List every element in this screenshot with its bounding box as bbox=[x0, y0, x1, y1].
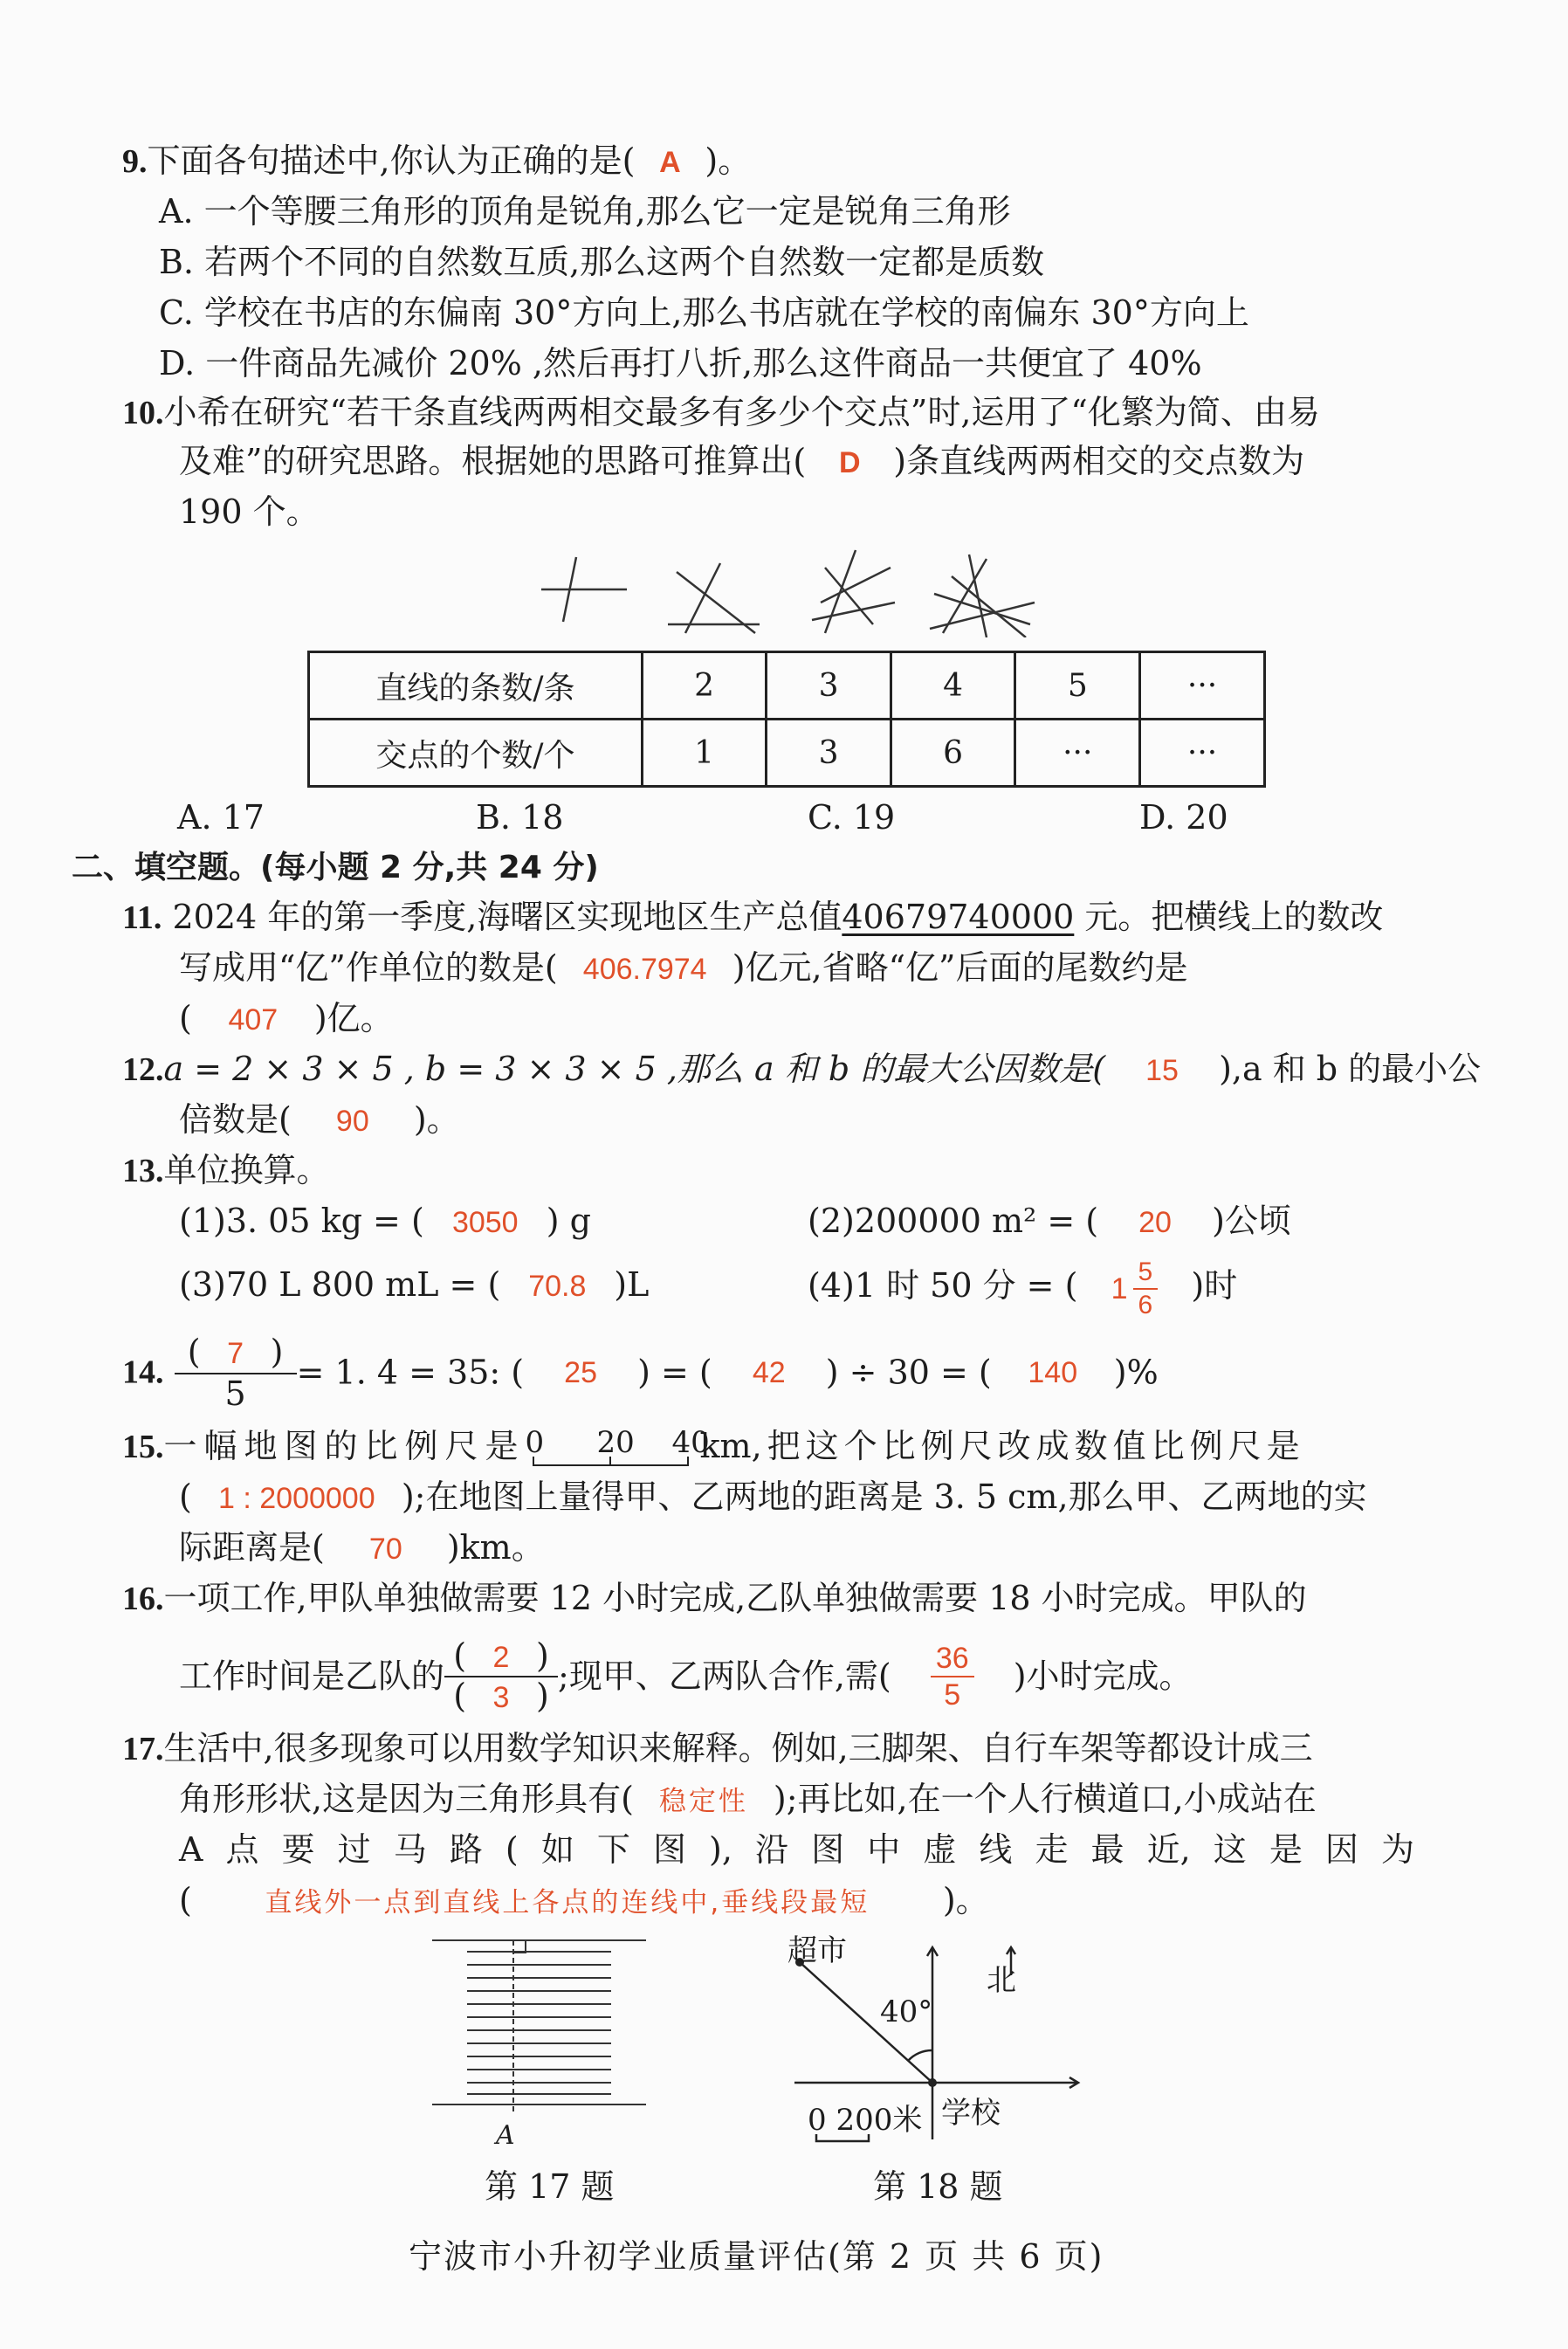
q12-l1-pre: a = 2 × 3 × 5 , b = 3 × 3 × 5 ,那么 a 和 b 的最大公因数是( bbox=[163, 1050, 1106, 1088]
scale-bar-line bbox=[533, 1457, 690, 1467]
angle-arc bbox=[908, 2050, 932, 2061]
scale-label-40: 40 bbox=[671, 1425, 710, 1460]
q16-frac-den: 3 bbox=[492, 1680, 510, 1714]
q11-l2-post: )亿元,省略“亿”后面的尾数约是 bbox=[732, 948, 1188, 987]
school-dot bbox=[928, 2078, 937, 2087]
table-cell: 5 bbox=[1015, 652, 1140, 720]
q9-option-a: A. 一个等腰三角形的顶角是锐角,那么它一定是锐角三角形 bbox=[159, 192, 1011, 231]
q15-l1-post: ,把这个比例尺改成数值比例尺是 bbox=[751, 1427, 1305, 1465]
table-cell: 1 bbox=[642, 720, 767, 787]
q16-line2 bbox=[179, 1631, 1193, 1719]
q9-answer: A bbox=[659, 146, 681, 179]
q16-answer-den: 5 bbox=[944, 1677, 961, 1712]
q13-number: 13. bbox=[122, 1153, 164, 1189]
q12-line1 bbox=[122, 1048, 1481, 1092]
q13-p4-numerator: 5 bbox=[1133, 1257, 1159, 1290]
q13-p4-post: )时 bbox=[1191, 1266, 1238, 1305]
q15-l3-pre: 际距离是( bbox=[179, 1528, 325, 1567]
q13-p4-fraction bbox=[1133, 1257, 1159, 1321]
q14-answer2: 25 bbox=[564, 1355, 597, 1389]
q10-table bbox=[307, 651, 1266, 788]
q16-fraction bbox=[444, 1637, 558, 1716]
q11-number: 11. bbox=[122, 899, 162, 936]
q13-title bbox=[122, 1149, 330, 1192]
q9-stem-post: )。 bbox=[705, 141, 752, 180]
q13-p1-pre: (1)3. 05 kg = ( bbox=[179, 1202, 424, 1240]
q12-l2-pre: 倍数是( bbox=[179, 1100, 292, 1139]
q10-option-b: B. 18 bbox=[476, 798, 564, 837]
q13-p2-post: )公顷 bbox=[1212, 1202, 1291, 1240]
q12-l1-post: ),a 和 b 的最小公 bbox=[1219, 1050, 1482, 1088]
q17-l4-post: )。 bbox=[942, 1881, 989, 1919]
q10-option-d: D. 20 bbox=[1139, 798, 1228, 837]
q15-l2-pre: ( bbox=[179, 1478, 192, 1516]
q17-l1-text: 生活中,很多现象可以用数学知识来解释。例如,三脚架、自行车架等都设计成三 bbox=[163, 1729, 1313, 1767]
q9-option-c: C. 学校在书店的东偏南 30°方向上,那么书店就在学校的南偏东 30°方向上 bbox=[159, 293, 1249, 332]
q16-l2-mid: ;现甲、乙两队合作,需( bbox=[558, 1657, 891, 1696]
q16-line1 bbox=[122, 1577, 1307, 1620]
q17-l2-pre: 角形形状,这是因为三角形具有( bbox=[179, 1780, 634, 1818]
q11-answer2: 407 bbox=[228, 1003, 279, 1037]
q15-number: 15. bbox=[122, 1429, 164, 1465]
q13-p4-denominator: 6 bbox=[1138, 1291, 1153, 1320]
q16-number: 16. bbox=[122, 1581, 164, 1617]
q10-table-row-lines bbox=[309, 652, 1265, 720]
fig18-caption: 第 18 题 bbox=[873, 2167, 1003, 2206]
fig18-school-label: 学校 bbox=[941, 2096, 1001, 2131]
fig18-supermarket-label: 超市 bbox=[787, 1933, 847, 1968]
q16-answer bbox=[891, 1641, 1014, 1712]
fig-5lines-a bbox=[943, 559, 987, 633]
table-cell: 4 bbox=[891, 652, 1015, 720]
q16-l1-text: 一项工作,甲队单独做需要 12 小时完成,乙队单独做需要 18 小时完成。甲队的 bbox=[163, 1579, 1307, 1617]
q15-line3 bbox=[179, 1526, 545, 1570]
q10-line2 bbox=[179, 440, 1304, 484]
q14-frac-den: 5 bbox=[224, 1374, 246, 1413]
q14-mid3: ) ÷ 30 = ( bbox=[825, 1353, 992, 1392]
q11-line3 bbox=[179, 997, 394, 1041]
fig18-scale-label: 0 200米 bbox=[808, 2103, 923, 2138]
q17-number: 17. bbox=[122, 1731, 164, 1767]
q15-scale-unit: km bbox=[699, 1427, 752, 1465]
q16-frac-top: ( 2 ) bbox=[444, 1637, 558, 1677]
fig-4lines-c bbox=[825, 550, 856, 633]
table-cell: 直线的条数/条 bbox=[309, 652, 643, 720]
q13-p1-post: ) g bbox=[546, 1202, 592, 1240]
q11-answer1: 406.7974 bbox=[582, 953, 707, 986]
q17-line1 bbox=[122, 1727, 1313, 1770]
q12-answer2: 90 bbox=[335, 1105, 369, 1138]
q13-part3 bbox=[179, 1264, 649, 1307]
q15-l3-post: )km。 bbox=[446, 1528, 545, 1567]
q9-stem-pre: 下面各句描述中,你认为正确的是( bbox=[147, 141, 636, 180]
q13-part1 bbox=[179, 1200, 591, 1243]
q13-part2 bbox=[808, 1200, 1291, 1243]
table-cell: 6 bbox=[891, 720, 1015, 787]
q17-l2-post: );再比如,在一个人行横道口,小成站在 bbox=[773, 1780, 1317, 1818]
q12-answer1: 15 bbox=[1145, 1054, 1179, 1087]
q13-part4 bbox=[808, 1250, 1237, 1324]
q15-answer2: 70 bbox=[368, 1533, 402, 1566]
q11-line2 bbox=[179, 947, 1187, 990]
q13-p4-whole: 1 bbox=[1111, 1272, 1128, 1306]
q17-line4 bbox=[179, 1879, 989, 1924]
q9-option-b: B. 若两个不同的自然数互质,那么这两个自然数一定都是质数 bbox=[159, 243, 1045, 281]
q15-l1-pre: 一幅地图的比例尺是 bbox=[163, 1427, 526, 1465]
q10-option-a: A. 17 bbox=[177, 798, 265, 837]
q12-l2-post: )。 bbox=[413, 1100, 460, 1139]
q15-answer1: 1 : 2000000 bbox=[218, 1482, 375, 1515]
q16-frac-bottom: ( 3 ) bbox=[453, 1676, 549, 1715]
table-cell: 2 bbox=[642, 652, 767, 720]
q17-line2 bbox=[179, 1778, 1317, 1822]
q13-p4-pre: (4)1 时 50 分 = ( bbox=[808, 1266, 1078, 1305]
q10-lines-figure bbox=[524, 541, 1065, 637]
q9-option-d: D. 一件商品先减价 20% ,然后再打八折,那么这件商品一共便宜了 40% bbox=[159, 344, 1202, 382]
q11-l3-post: )亿。 bbox=[313, 999, 394, 1037]
q12-line2 bbox=[179, 1099, 460, 1142]
q13-p2-answer: 20 bbox=[1138, 1206, 1172, 1239]
q14-answer3: 42 bbox=[752, 1355, 786, 1389]
q11-line1 bbox=[122, 896, 1383, 939]
table-cell: 3 bbox=[767, 652, 891, 720]
q13-p2-pre: (2)200000 m² = ( bbox=[808, 1202, 1099, 1240]
q9-stem bbox=[122, 140, 751, 183]
q11-l1-post: 元。把横线上的数改 bbox=[1084, 898, 1384, 936]
fig-3lines-c bbox=[685, 563, 720, 633]
q14-end: )% bbox=[1113, 1353, 1159, 1392]
fig18-angle-label: 40° bbox=[880, 1994, 933, 2029]
q11-underlined-number: 40679740000 bbox=[842, 898, 1075, 936]
fig-4lines-d bbox=[812, 603, 895, 620]
fig18-north-label: 北 bbox=[987, 1963, 1016, 1998]
q17-answer1: 稳定性 bbox=[658, 1786, 748, 1817]
q14-line bbox=[122, 1327, 1159, 1415]
page-footer: 宁波市小升初学业质量评估(第 2 页 共 6 页) bbox=[409, 2237, 1104, 2276]
q13-p4-answer bbox=[1077, 1252, 1191, 1324]
q11-l2-pre: 写成用“亿”作单位的数是( bbox=[179, 948, 558, 987]
q10-option-c: C. 19 bbox=[808, 798, 896, 837]
q10-table-row-points bbox=[309, 720, 1265, 787]
q13-p3-post: )L bbox=[614, 1265, 650, 1304]
q14-mid1: = 1. 4 = 35: ( bbox=[296, 1353, 525, 1392]
q10-answer: D bbox=[838, 446, 861, 479]
q14-number: 14. bbox=[122, 1354, 164, 1391]
q14-mid2: ) = ( bbox=[637, 1353, 712, 1392]
q17-l4-pre: ( bbox=[179, 1881, 192, 1919]
q9-number: 9. bbox=[122, 143, 148, 180]
q10-line2-pre: 及难”的研究思路。根据她的思路可推算出( bbox=[179, 442, 807, 480]
q13-p3-answer: 70.8 bbox=[528, 1270, 587, 1303]
fig-5lines-e bbox=[930, 603, 1035, 629]
q10-line3: 190 个。 bbox=[179, 493, 320, 531]
q16-frac-num: 2 bbox=[492, 1640, 510, 1674]
q14-answer4: 140 bbox=[1028, 1355, 1078, 1389]
scale-label-0: 0 bbox=[525, 1425, 545, 1460]
q13-p3-pre: (3)70 L 800 mL = ( bbox=[179, 1265, 501, 1304]
q13-p1-answer: 3050 bbox=[451, 1206, 519, 1239]
q17-answer2: 直线外一点到直线上各点的连线中,垂线段最短 bbox=[265, 1887, 870, 1918]
q10-number: 10. bbox=[122, 395, 164, 431]
section2-title: 二、填空题。(每小题 2 分,共 24 分) bbox=[72, 850, 599, 885]
q12-number: 12. bbox=[122, 1051, 164, 1088]
fig17-crosswalk bbox=[428, 1930, 655, 2139]
fig-5lines-d bbox=[969, 555, 987, 637]
q13-title-text: 单位换算。 bbox=[163, 1151, 330, 1189]
q11-l3-pre: ( bbox=[179, 999, 192, 1037]
q14-answer1: 7 bbox=[227, 1336, 244, 1370]
fig-4lines-a bbox=[821, 568, 891, 603]
q15-l2-post: );在地图上量得甲、乙两地的距离是 3. 5 cm,那么甲、乙两地的实 bbox=[401, 1478, 1367, 1516]
right-angle-mark bbox=[513, 1940, 526, 1953]
q16-answer-num: 36 bbox=[931, 1641, 974, 1677]
fig17-point-a: A bbox=[496, 2120, 515, 2151]
q15-line1 bbox=[122, 1425, 1305, 1468]
table-cell: ··· bbox=[1140, 720, 1265, 787]
q17-line3: A 点 要 过 马 路 ( 如 下 图 ), 沿 图 中 虚 线 走 最 近, 这 是 因 为 bbox=[179, 1830, 1414, 1869]
q10-line1-text: 小希在研究“若干条直线两两相交最多有多少个交点”时,运用了“化繁为简、由易 bbox=[163, 393, 1320, 431]
q14-frac-top: ( 7 ) bbox=[175, 1333, 297, 1374]
q16-l2-pre: 工作时间是乙队的 bbox=[179, 1657, 445, 1696]
q10-line2-post: )条直线两两相交的交点数为 bbox=[893, 442, 1305, 480]
q10-line1 bbox=[122, 391, 1320, 434]
table-cell: ··· bbox=[1140, 652, 1265, 720]
q15-line2 bbox=[179, 1476, 1367, 1519]
table-cell: ··· bbox=[1015, 720, 1140, 787]
q16-l2-post: )小时完成。 bbox=[1013, 1657, 1193, 1696]
table-cell: 交点的个数/个 bbox=[309, 720, 643, 787]
table-cell: 3 bbox=[767, 720, 891, 787]
q15-scale-bar bbox=[525, 1425, 710, 1467]
fig17-caption: 第 17 题 bbox=[485, 2167, 615, 2206]
q11-l1-pre: 2024 年的第一季度,海曙区实现地区生产总值 bbox=[172, 898, 842, 936]
q14-fraction bbox=[175, 1333, 297, 1413]
scale-label-20: 20 bbox=[596, 1425, 635, 1460]
